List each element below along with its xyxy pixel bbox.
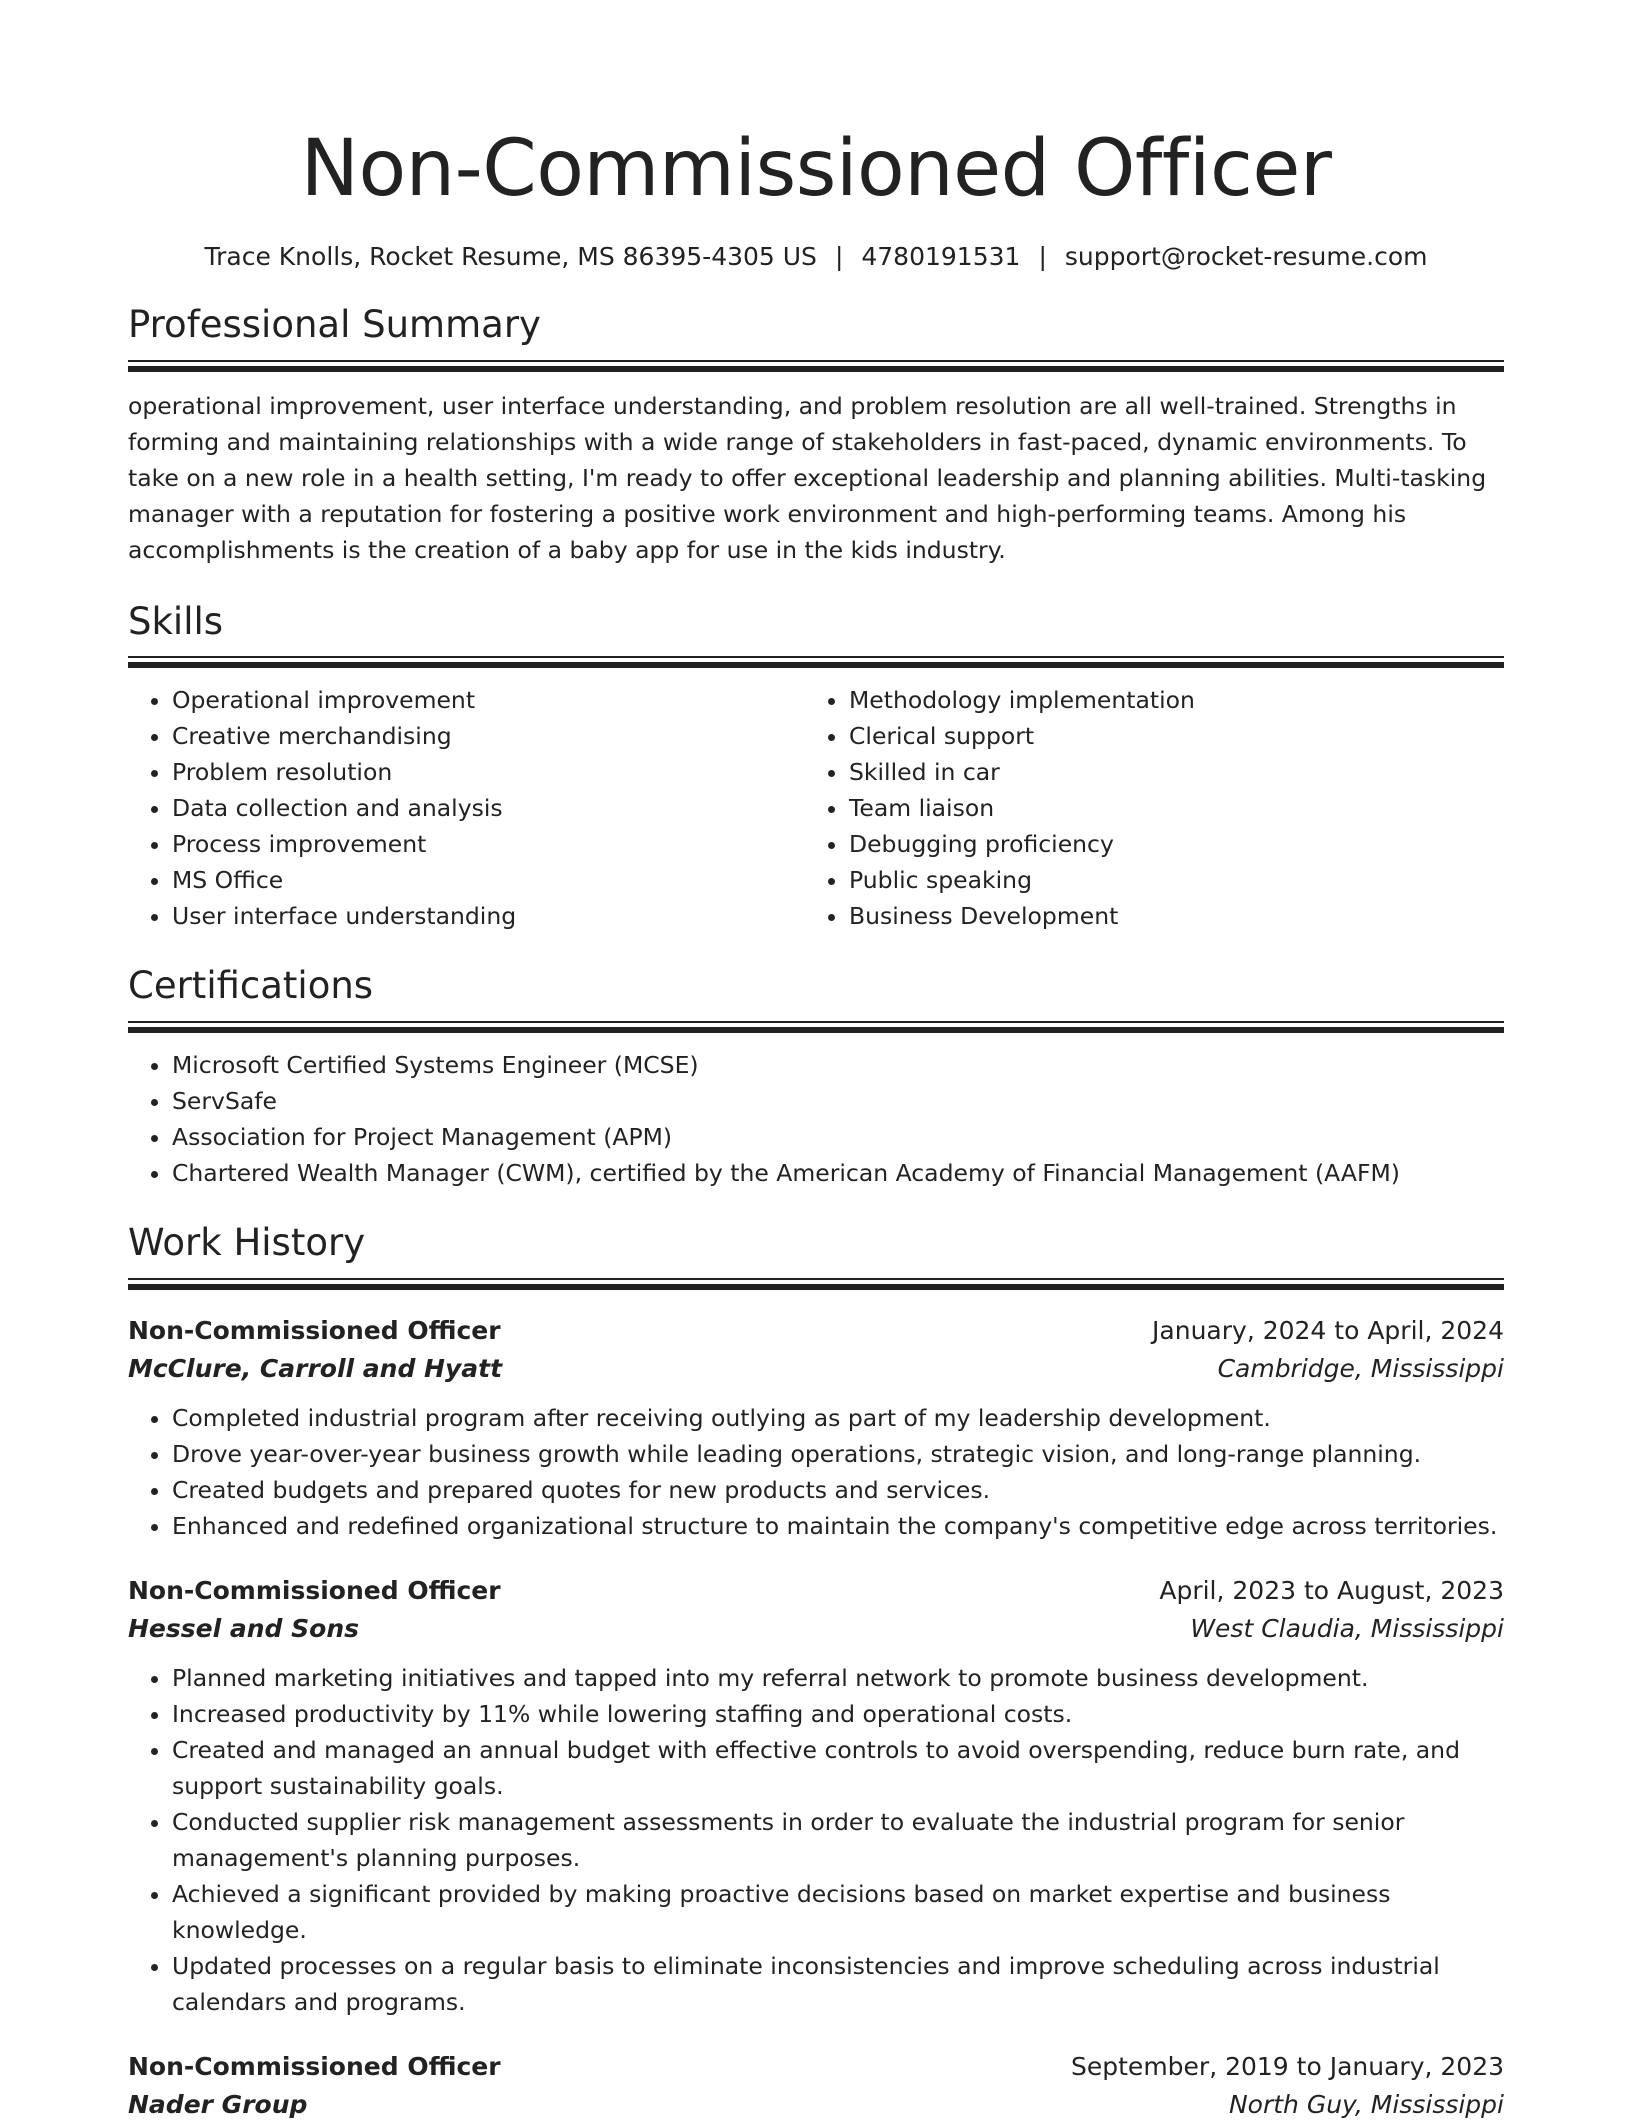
skill-item: • Public speaking bbox=[849, 862, 1526, 898]
job-company: McClure, Carroll and Hyatt bbox=[128, 1353, 503, 1383]
job-bullet: • Planned marketing initiatives and tapped into my referral network to promote business development. bbox=[172, 1660, 1504, 1696]
job-dates: April, 2023 to August, 2023 bbox=[1159, 1575, 1504, 1605]
contact-separator: | bbox=[834, 242, 844, 271]
summary-section bbox=[128, 305, 1504, 568]
job-entry bbox=[128, 2048, 1504, 2124]
section-divider bbox=[128, 1021, 1504, 1033]
skill-item: • Team liaison bbox=[849, 790, 1526, 826]
job-bullet: • Conducted supplier risk management assessments in order to evaluate the industrial program for senior management's planning purposes. bbox=[172, 1804, 1504, 1876]
job-company-row bbox=[128, 1610, 1504, 1648]
contact-email: support@rocket-resume.com bbox=[1064, 242, 1428, 271]
job-company-row bbox=[128, 1350, 1504, 1388]
skill-item: • MS Office bbox=[172, 862, 805, 898]
skills-list-left bbox=[128, 682, 805, 934]
summary-heading: Professional Summary bbox=[128, 303, 541, 346]
skills-heading: Skills bbox=[128, 599, 224, 643]
skill-item: • Data collection and analysis bbox=[172, 790, 805, 826]
job-bullet: • Enhanced and redefined organizational structure to maintain the company's competitive edge across territories. bbox=[172, 1508, 1504, 1544]
section-divider bbox=[128, 360, 1504, 372]
job-bullet: • Updated processes on a regular basis to eliminate inconsistencies and improve scheduling across industrial calendars and programs. bbox=[172, 1948, 1504, 2020]
skill-item: • Methodology implementation bbox=[849, 682, 1526, 718]
job-bullet: • Drove year-over-year business growth while leading operations, strategic vision, and long-range planning. bbox=[172, 1436, 1504, 1472]
job-company: Hessel and Sons bbox=[128, 1613, 359, 1643]
contact-separator: | bbox=[1038, 242, 1047, 271]
skill-item: • Process improvement bbox=[172, 826, 805, 862]
certification-item: • Association for Project Management (APM) bbox=[172, 1119, 1504, 1155]
certification-item: • Chartered Wealth Manager (CWM), certified by the American Academy of Financial Management (AAFM) bbox=[172, 1155, 1504, 1191]
section-divider bbox=[128, 656, 1504, 668]
skills-list-right bbox=[805, 682, 1526, 934]
job-header-row bbox=[128, 1572, 1504, 1610]
job-bullets bbox=[128, 1400, 1504, 1544]
certification-item: • Microsoft Certified Systems Engineer (MCSE) bbox=[172, 1047, 1504, 1083]
job-entry bbox=[128, 1572, 1504, 2020]
skill-item: • Business Development bbox=[849, 898, 1526, 934]
work-history-section bbox=[128, 1223, 1504, 2124]
job-location: Cambridge, Mississippi bbox=[1217, 1353, 1504, 1383]
job-header-row bbox=[128, 1312, 1504, 1350]
summary-text: operational improvement, user interface understanding, and problem resolution are all well-trained. Strengths in forming and maintaining relationships with a wide range of stakeholders in fast-paced, dynamic environments. To take on a new role in a health setting, I'm ready to offer exceptional leadership and planning abilities. Multi-tasking manager with a reputation for fostering a positive work environment and high-performing teams. Among his accomplishments is the creation of a baby app for use in the kids industry. bbox=[128, 391, 1487, 564]
certifications-section bbox=[128, 966, 1504, 1191]
job-entry bbox=[128, 1312, 1504, 1544]
skill-item: • Clerical support bbox=[849, 718, 1526, 754]
job-dates: January, 2024 to April, 2024 bbox=[1152, 1315, 1504, 1345]
job-company-row bbox=[128, 2086, 1504, 2124]
skills-grid bbox=[128, 682, 1504, 934]
job-bullet: • Created and managed an annual budget with effective controls to avoid overspending, reduce burn rate, and support sustainability goals. bbox=[172, 1732, 1504, 1804]
certifications-list bbox=[128, 1047, 1504, 1191]
skill-item: • Problem resolution bbox=[172, 754, 805, 790]
job-title: Non-Commissioned Officer bbox=[128, 1575, 501, 1605]
contact-line bbox=[128, 242, 1504, 271]
section-divider bbox=[128, 1278, 1504, 1290]
resume-title: Non-Commissioned Officer bbox=[300, 124, 1332, 214]
skills-section bbox=[128, 599, 1504, 935]
job-header-row bbox=[128, 2048, 1504, 2086]
contact-address: Trace Knolls, Rocket Resume, MS 86395-4305 US bbox=[204, 242, 817, 271]
job-title: Non-Commissioned Officer bbox=[128, 1315, 501, 1345]
skill-item: • Skilled in car bbox=[849, 754, 1526, 790]
certification-item: • ServSafe bbox=[172, 1083, 1504, 1119]
job-bullet: • Increased productivity by 11% while lowering staffing and operational costs. bbox=[172, 1696, 1504, 1732]
skill-item: • Debugging proficiency bbox=[849, 826, 1526, 862]
job-company: Nader Group bbox=[128, 2089, 308, 2119]
job-bullet: • Created budgets and prepared quotes for new products and services. bbox=[172, 1472, 1504, 1508]
job-bullet: • Achieved a significant provided by making proactive decisions based on market expertise and business knowledge. bbox=[172, 1876, 1504, 1948]
certifications-heading: Certifications bbox=[128, 964, 374, 1008]
work-history-heading: Work History bbox=[128, 1221, 366, 1265]
skill-item: • Creative merchandising bbox=[172, 718, 805, 754]
job-dates: September, 2019 to January, 2023 bbox=[1071, 2051, 1504, 2081]
contact-phone: 4780191531 bbox=[861, 242, 1021, 271]
job-bullets bbox=[128, 1660, 1504, 2020]
job-location: North Guy, Mississippi bbox=[1228, 2089, 1504, 2119]
skill-item: • Operational improvement bbox=[172, 682, 805, 718]
resume-page bbox=[128, 0, 1504, 2124]
skill-item: • User interface understanding bbox=[172, 898, 805, 934]
job-location: West Claudia, Mississippi bbox=[1190, 1613, 1504, 1643]
job-bullet: • Completed industrial program after receiving outlying as part of my leadership development. bbox=[172, 1400, 1504, 1436]
job-title: Non-Commissioned Officer bbox=[128, 2051, 501, 2081]
